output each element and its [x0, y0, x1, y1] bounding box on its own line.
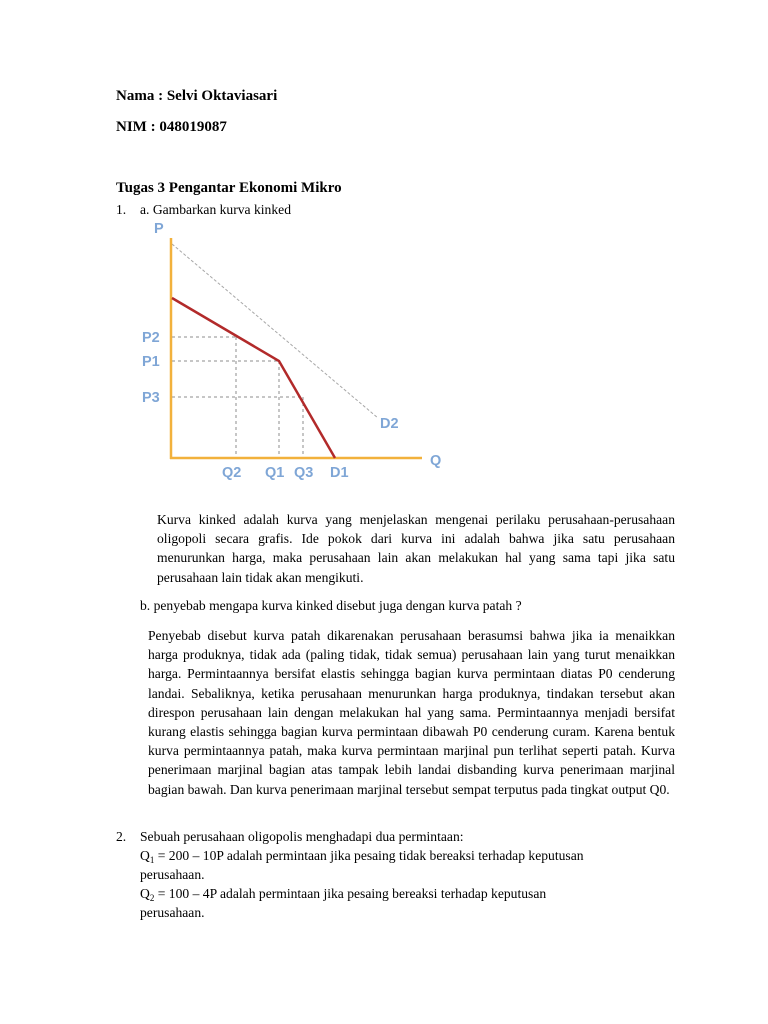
question-2-intro: Sebuah perusahaan oligopolis menghadapi dua permintaan: [140, 829, 464, 844]
task-title: Tugas 3 Pengantar Ekonomi Mikro [116, 180, 342, 196]
axis-label-p: P [154, 221, 164, 237]
label-q1: Q1 [265, 465, 285, 481]
label-d1: D1 [330, 465, 349, 481]
demand-equation-1-continuation: perusahaan. [140, 867, 205, 882]
student-name: Nama : Selvi Oktaviasari [116, 88, 278, 104]
question-1-number: 1. [116, 202, 127, 217]
label-q3: Q3 [294, 465, 314, 481]
demand-equation-1: $Q_1 = 200 - 10P$ adalah permintaan jika pesaing tidak bereaksi terhadap keputusan [140, 848, 584, 865]
kinked-curve-diagram [140, 218, 450, 488]
student-nim: NIM : 048019087 [116, 119, 227, 135]
demand-equation-2-continuation: perusahaan. [140, 905, 205, 920]
question-2-number: 2. [116, 829, 127, 844]
answer-1b: Penyebab disebut kurva patah dikarenakan perusahaan berasumsi bahwa jika ia menaikkan harga produknya, tidak ada (paling tidak, tidak semua) perusahaan lain yang turut menaikkan harga. Permintaannya bersifat elastis sehingga bagian kurva permintaan diatas P0 cenderung landai. Sebaliknya, ketika perusahaan menurunkan harga produknya, tindakan tersebut akan direspon perusahaan lain dengan melakukan hal yang sama. Permintaannya menjadi bersifat kurang elastis sehingga bagian kurva permintaan dibawah P0 cenderung curam. Karena bentuk kurva permintaannya patah, maka kurva permintaan marjinal pun terlihat seperti patah. Kurva penerimaan marjinal bagian atas tampak lebih landai disbanding kurva penerimaan marjinal bagian bawah. Dan kurva penerimaan marjinal tersebut sempat terputus pada tingkat output Q0. [148, 628, 675, 797]
label-p3: P3 [142, 390, 160, 406]
kinked-demand-curve [172, 298, 335, 458]
question-1a-label: a. Gambarkan kurva kinked [140, 202, 291, 217]
d2-demand-line [172, 244, 378, 418]
label-p1: P1 [142, 354, 160, 370]
label-q2: Q2 [222, 465, 242, 481]
axis-label-q: Q [430, 453, 442, 469]
answer-1a: Kurva kinked adalah kurva yang menjelaskan mengenai perilaku perusahaan-perusahaan oligopoli secara grafis. Ide pokok dari kurva ini adalah bahwa jika satu perusahaan menurunkan harga, maka perusahaan lain akan melakukan hal yang sama tapi jika satu perusahaan lain tidak akan mengikuti. [157, 512, 675, 585]
demand-equation-2: $Q_2 = 100 - 4P$ adalah permintaan jika pesaing bereaksi terhadap keputusan [140, 886, 547, 903]
question-1b-label: b. penyebab mengapa kurva kinked disebut juga dengan kurva patah ? [140, 598, 522, 613]
label-d2: D2 [380, 416, 399, 432]
label-p2: P2 [142, 330, 160, 346]
